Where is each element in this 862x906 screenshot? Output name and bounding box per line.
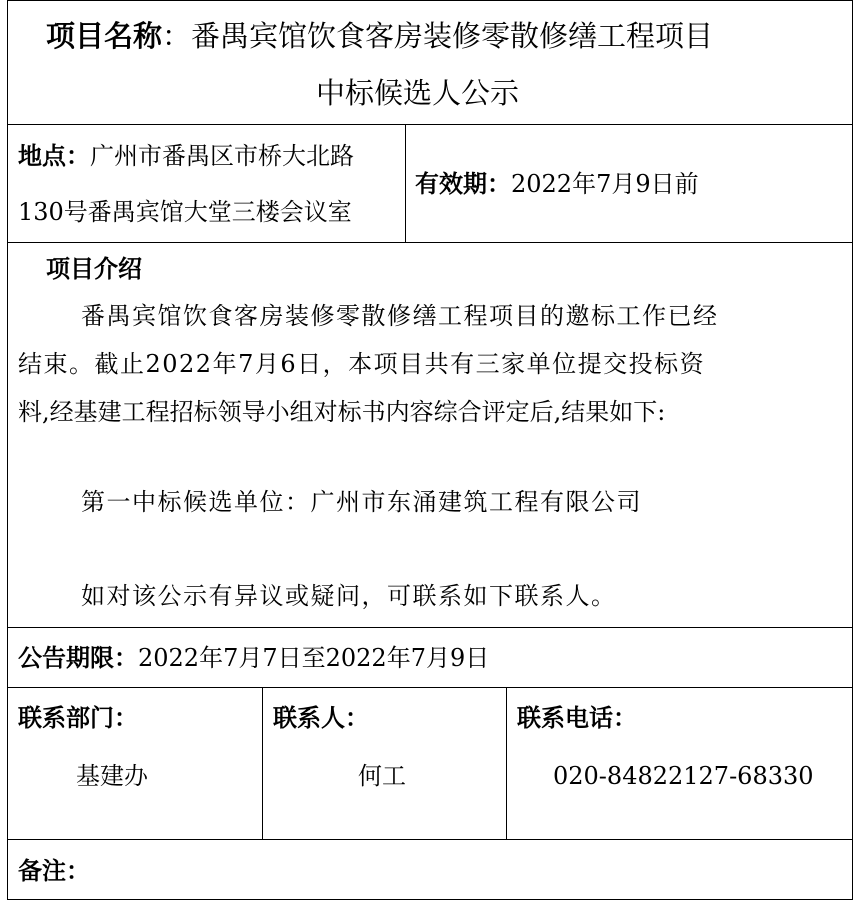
- project-name-label: 项目名称: [46, 19, 163, 53]
- intro-para-line1: 番禺宾馆饮食客房装修零散修缮工程项目的邀标工作已经: [81, 302, 719, 330]
- contact-person-value: 何工: [358, 762, 406, 790]
- intro-para-line2: 结束。截止2022年7月6日，本项目共有三家单位提交投标资: [18, 350, 706, 378]
- row-divider: [7, 839, 853, 840]
- period-label: 公告期限：: [18, 644, 138, 672]
- location-label: 地点：: [18, 142, 90, 170]
- intro-para-line3: 料,经基建工程招标领导小组对标书内容综合评定后,结果如下:: [18, 398, 666, 426]
- period-value: 2022年7月7日至2022年7月9日: [138, 644, 490, 672]
- announcement-period: [18, 643, 489, 673]
- contact-person-label: 联系人：: [273, 704, 369, 732]
- validity-label: 有效期：: [415, 170, 511, 198]
- remarks-label: 备注：: [18, 857, 90, 885]
- validity-value: 2022年7月9日前: [511, 170, 699, 198]
- location-line1: [18, 141, 354, 171]
- contact-dept-value: 基建办: [76, 762, 148, 790]
- location-value-line1: 广州市番禺区市桥大北路: [90, 142, 354, 170]
- contact-dept-label: 联系部门：: [18, 704, 138, 732]
- row-divider: [7, 627, 853, 628]
- contact-phone-value: 020-84822127-68330: [553, 762, 814, 790]
- row-divider: [7, 242, 853, 243]
- column-divider: [506, 687, 507, 840]
- project-title-line2: 中标候选人公示: [316, 76, 520, 110]
- project-title-line1: [46, 18, 713, 54]
- winner-text: 第一中标候选单位：广州市东涌建筑工程有限公司: [81, 488, 642, 516]
- project-name-value: 番禺宾馆饮食客房装修零散修缮工程项目: [191, 19, 714, 53]
- column-divider: [405, 124, 406, 243]
- validity: [415, 169, 699, 199]
- row-divider: [7, 687, 853, 688]
- project-name-colon: ：: [162, 19, 192, 53]
- column-divider: [262, 687, 263, 840]
- contact-note: 如对该公示有异议或疑问，可联系如下联系人。: [81, 582, 617, 610]
- row-divider: [7, 124, 853, 125]
- location-value-line2: 130号番禺宾馆大堂三楼会议室: [18, 198, 352, 226]
- contact-phone-label: 联系电话：: [517, 704, 637, 732]
- intro-heading: 项目介绍: [46, 255, 142, 283]
